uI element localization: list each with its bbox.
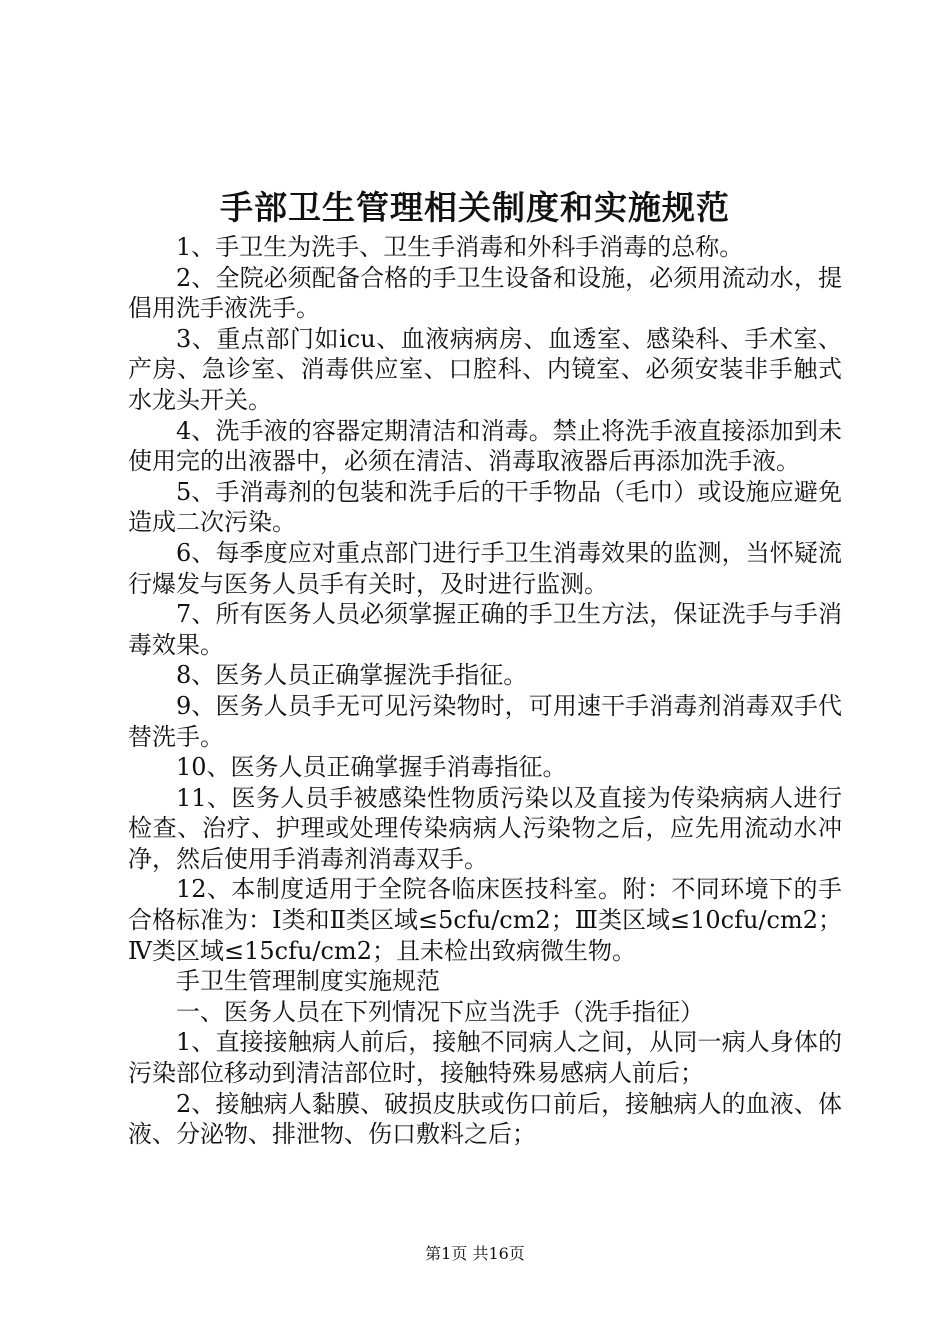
indication-item-1: 1、直接接触病人前后，接触不同病人之间，从同一病人身体的污染部位移动到清洁部位时，接触特殊易感病人前后； <box>128 1028 842 1088</box>
section-heading: 手卫生管理制度实施规范 <box>176 967 440 996</box>
document-body <box>128 232 842 1150</box>
paragraph-3: 3、重点部门如icu、血液病病房、血透室、感染科、手术室、产房、急诊室、消毒供应室、口腔科、内镜室、必须安装非手触式水龙头开关。 <box>128 324 842 414</box>
paragraph-2: 2、全院必须配备合格的手卫生设备和设施，必须用流动水，提倡用洗手液洗手。 <box>128 263 842 323</box>
page-footer: 第1页 共16页 <box>425 1244 525 1263</box>
paragraph-4: 4、洗手液的容器定期清洁和消毒。禁止将洗手液直接添加到未使用完的出液器中，必须在清洁、消毒取液器后再添加洗手液。 <box>128 416 842 476</box>
paragraph-11: 11、医务人员手被感染性物质污染以及直接为传染病病人进行检查、治疗、护理或处理传染病病人污染物之后，应先用流动水冲净，然后使用手消毒剂消毒双手。 <box>128 783 842 873</box>
paragraph-5: 5、手消毒剂的包装和洗手后的干手物品（毛巾）或设施应避免造成二次污染。 <box>128 477 842 537</box>
paragraph-12: 12、本制度适用于全院各临床医技科室。附：不同环境下的手合格标准为：Ⅰ类和Ⅱ类区域≤5cfu/cm2；Ⅲ类区域≤10cfu/cm2；Ⅳ类区域≤15cfu/cm2；且未检出致病微生物。 <box>128 875 842 965</box>
paragraph-9: 9、医务人员手无可见污染物时，可用速干手消毒剂消毒双手代替洗手。 <box>128 691 842 751</box>
paragraph-6: 6、每季度应对重点部门进行手卫生消毒效果的监测，当怀疑流行爆发与医务人员手有关时，及时进行监测。 <box>128 538 842 598</box>
subsection-heading: 一、医务人员在下列情况下应当洗手（洗手指征） <box>176 997 704 1026</box>
paragraph-10: 10、医务人员正确掌握手消毒指征。 <box>176 753 567 782</box>
paragraph-7: 7、所有医务人员必须掌握正确的手卫生方法，保证洗手与手消毒效果。 <box>128 600 842 659</box>
document-title: 手部卫生管理相关制度和实施规范 <box>220 188 730 227</box>
paragraph-1: 1、手卫生为洗手、卫生手消毒和外科手消毒的总称。 <box>176 233 744 261</box>
paragraph-8: 8、医务人员正确掌握洗手指征。 <box>176 661 528 690</box>
indication-item-2: 2、接触病人黏膜、破损皮肤或伤口前后，接触病人的血液、体液、分泌物、排泄物、伤口敷料之后； <box>128 1089 842 1149</box>
